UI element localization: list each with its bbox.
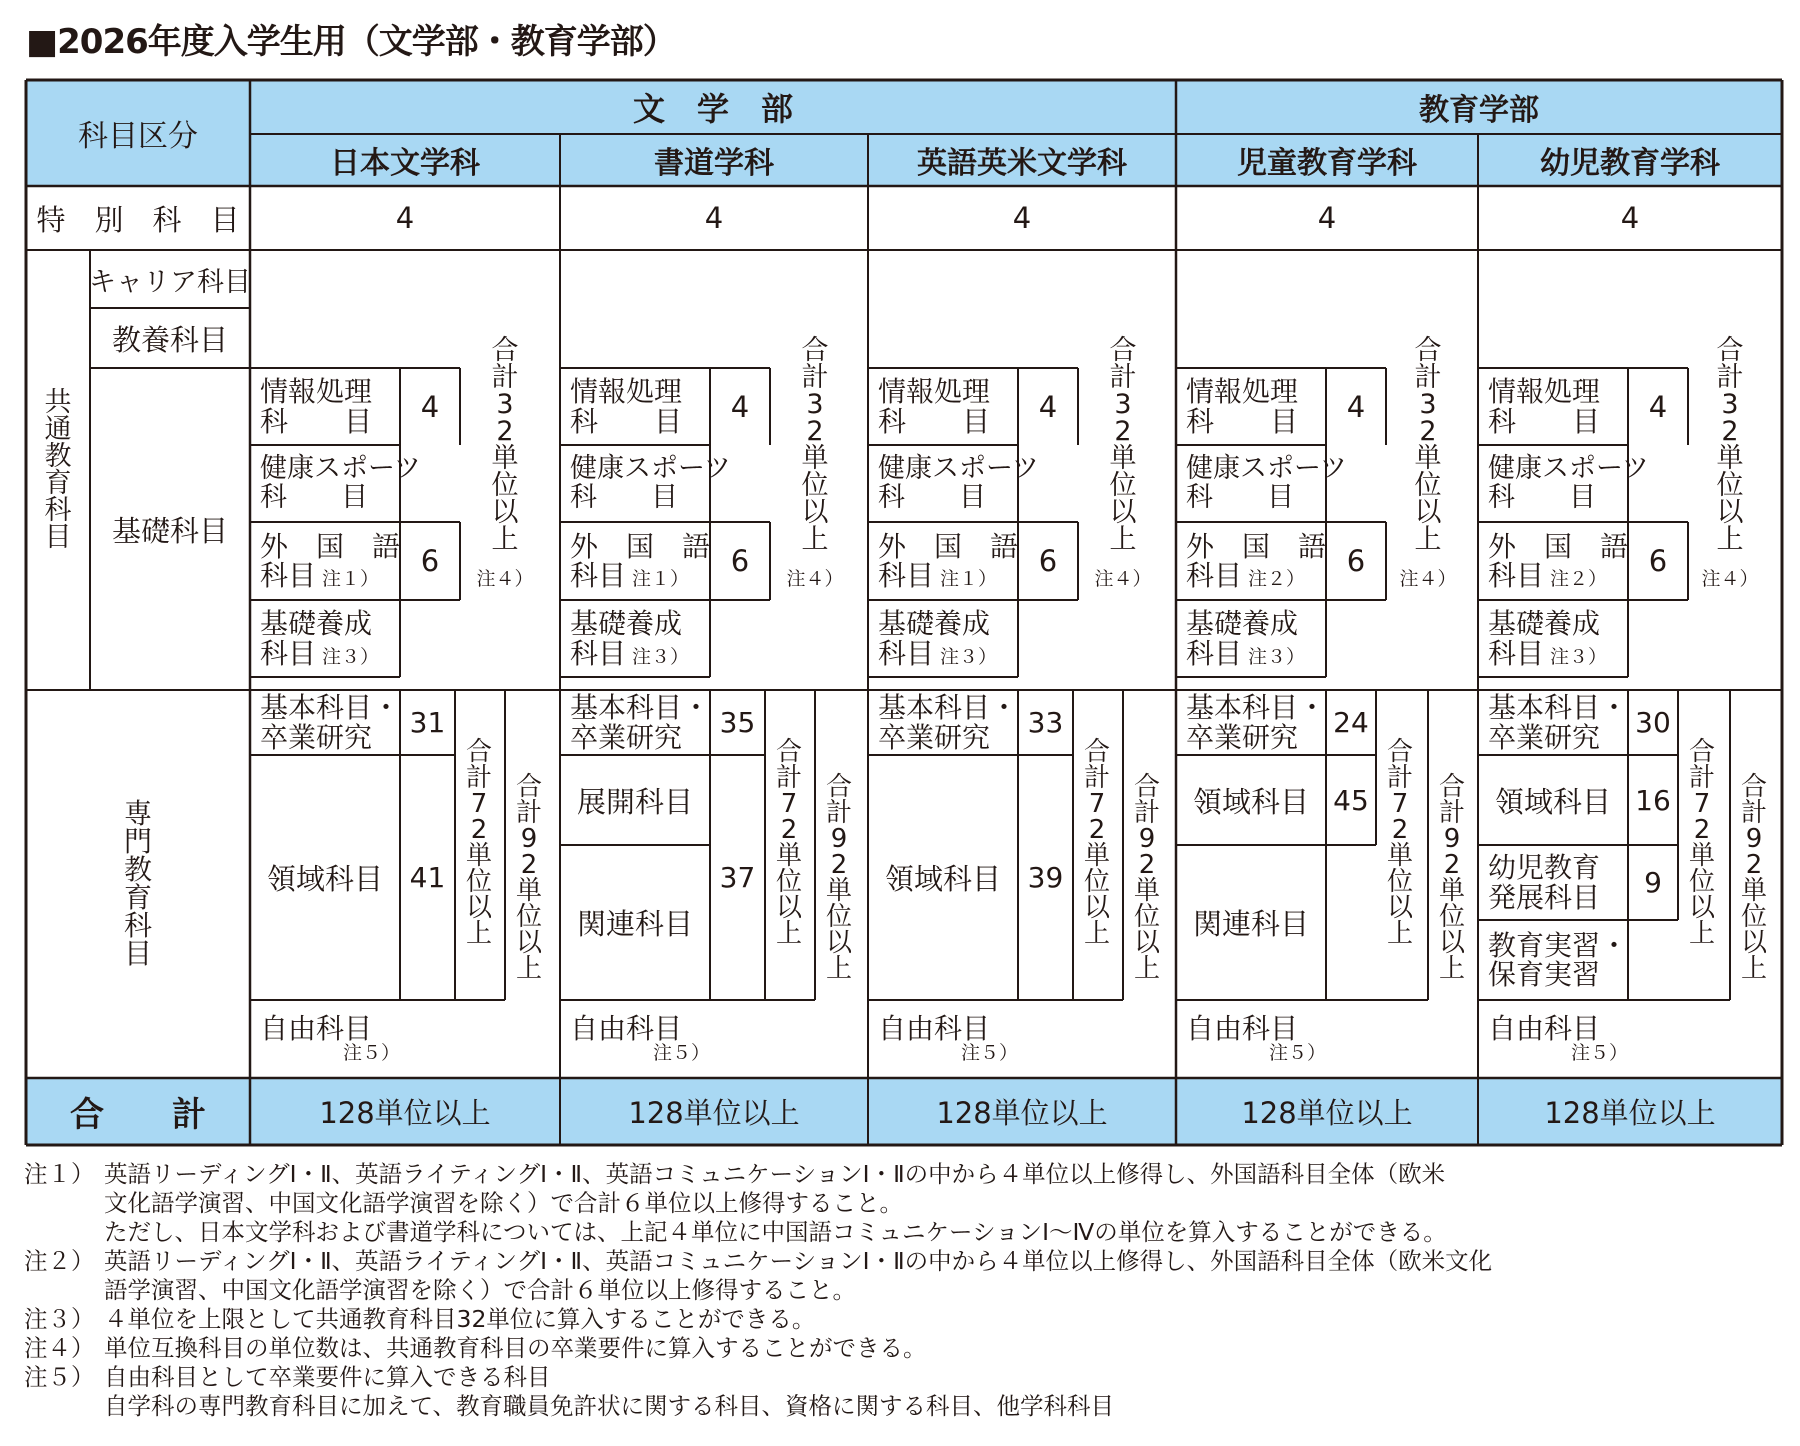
specialized-72-requirement: 合 計 7 2 単 位 以 上 xyxy=(1386,736,1413,949)
specialized-92-requirement: 合 計 9 2 単 位 以 上 xyxy=(825,771,852,984)
info-processing-subject-line2: 科 目 xyxy=(260,404,373,438)
category-header: 科目区分 xyxy=(78,119,198,154)
health-sports-subject xyxy=(260,445,421,522)
foreign-language-subject-note: 注１） xyxy=(934,568,998,590)
foundation-subject-line1: 基礎養成 xyxy=(1488,607,1601,641)
free-subject xyxy=(878,1002,1028,1076)
foreign-language-subject-line2: 科目 xyxy=(1186,559,1243,592)
common-total-requirement: 合 計 3 2 単 位 以 上 xyxy=(801,335,829,555)
dept-header: 日本文学科 xyxy=(330,146,480,181)
basic-graduation-subject-line2: 卒業研究 xyxy=(1488,720,1601,754)
page-title: ■2026年度入学生用（文学部・教育学部） xyxy=(26,22,676,62)
info-processing-subject-line2: 科 目 xyxy=(570,404,683,438)
health-sports-subject-line2: 科 目 xyxy=(260,481,368,513)
free-subject-note: 注５） xyxy=(342,1041,400,1064)
common-total-note: 注４） xyxy=(1399,568,1457,590)
foundation-subject-line2: 科目 xyxy=(1488,636,1545,670)
info-processing-credits: 4 xyxy=(1038,389,1058,424)
foreign-language-subject xyxy=(260,522,400,600)
special-subject-value: 4 xyxy=(1317,201,1337,235)
note-label: 注２） xyxy=(24,1247,95,1275)
note-body xyxy=(104,1247,1784,1305)
info-processing-credits: 4 xyxy=(1648,389,1668,424)
basic-graduation-subject-line1: 基本科目・ xyxy=(1488,691,1629,725)
basic-graduation-subject-line2: 卒業研究 xyxy=(878,720,991,754)
foreign-language-subject-note: 注２） xyxy=(1242,568,1306,590)
foundation-subject-line1: 基礎養成 xyxy=(1186,607,1299,641)
note-item xyxy=(24,1247,1784,1305)
domain-subject: 領域科目 xyxy=(266,862,383,896)
foreign-language-credits: 6 xyxy=(1648,544,1668,578)
child-education-development-subject-line2: 発展科目 xyxy=(1488,880,1601,914)
free-subject-label: 自由科目 xyxy=(1186,1012,1299,1046)
domain-subject: 領域科目 xyxy=(1192,784,1309,819)
foreign-language-subject xyxy=(878,522,1018,600)
note-body xyxy=(104,1363,1784,1421)
foundation-subject-note: 注３） xyxy=(934,645,998,668)
foundation-subject-note: 注３） xyxy=(1544,645,1608,668)
note-line: 自学科の専門教育科目に加えて、教育職員免許状に関する科目、資格に関する科目、他学科科目 xyxy=(104,1392,1115,1420)
common-total-requirement: 合 計 3 2 単 位 以 上 xyxy=(1109,335,1137,555)
free-subject-label: 自由科目 xyxy=(260,1012,373,1046)
info-processing-subject-line2: 科 目 xyxy=(1488,404,1601,438)
foundation-subject-line2: 科目 xyxy=(1186,636,1243,670)
foreign-language-credits: 6 xyxy=(420,544,440,578)
child-education-development-subject xyxy=(1488,845,1633,920)
free-subject-note: 注５） xyxy=(960,1041,1018,1064)
foreign-language-subject xyxy=(1186,522,1326,600)
basic-graduation-subject xyxy=(260,690,400,755)
special-subject-value: 4 xyxy=(1620,201,1640,235)
domain-subject: 領域科目 xyxy=(884,862,1001,896)
foreign-language-subject-line2: 科目 xyxy=(878,559,935,592)
foreign-language-subject-line1: 外 国 語 xyxy=(1186,529,1327,563)
domain-credits: 45 xyxy=(1333,783,1369,817)
foreign-language-subject-line1: 外 国 語 xyxy=(260,529,401,563)
note-label: 注５） xyxy=(24,1363,95,1391)
foreign-language-subject-line2: 科目 xyxy=(1488,559,1545,592)
foreign-language-subject-note: 注１） xyxy=(316,568,380,590)
specialized-92-requirement: 合 計 9 2 単 位 以 上 xyxy=(515,771,542,984)
basic-graduation-subject xyxy=(878,690,1018,755)
development-subject: 展開科目 xyxy=(576,784,693,819)
dept-header: 英語英米文学科 xyxy=(917,146,1127,181)
note-line: ただし、日本文学科および書道学科については、上記４単位に中国語コミュニケーションⅠ～Ⅳの単位を算入することができる。 xyxy=(104,1218,1447,1246)
note-line: 文化語学演習、中国文化語学演習を除く）で合計６単位以上修得すること。 xyxy=(104,1189,903,1217)
health-sports-subject-line1: 健康スポーツ xyxy=(260,453,421,485)
domain-credits: 39 xyxy=(1027,861,1064,894)
specialized-72-requirement: 合 計 7 2 単 位 以 上 xyxy=(465,736,492,949)
foreign-language-subject-line2: 科目 xyxy=(260,559,317,592)
foundation-subject xyxy=(878,600,1023,677)
faculty-literature-header: 文 学 部 xyxy=(632,90,793,128)
basic-graduation-credits: 35 xyxy=(719,706,756,739)
foreign-language-subject xyxy=(570,522,710,600)
info-processing-subject xyxy=(878,368,1018,445)
info-processing-subject xyxy=(1488,368,1628,445)
basic-graduation-subject xyxy=(1186,690,1326,755)
foreign-language-credits: 6 xyxy=(1346,544,1366,578)
note-body xyxy=(104,1160,1784,1247)
dept-header: 書道学科 xyxy=(654,146,774,181)
basic-graduation-credits: 33 xyxy=(1027,706,1064,739)
info-processing-subject-line2: 科 目 xyxy=(1186,404,1299,438)
note-label: 注４） xyxy=(24,1334,95,1362)
note-line: 語学演習、中国文化語学演習を除く）で合計６単位以上修得すること。 xyxy=(104,1276,856,1304)
health-sports-subject-line1: 健康スポーツ xyxy=(1186,453,1347,485)
basic-graduation-subject-line1: 基本科目・ xyxy=(878,691,1019,725)
common-total-requirement: 合 計 3 2 単 位 以 上 xyxy=(491,335,519,555)
foreign-language-subject-line1: 外 国 語 xyxy=(570,529,711,563)
health-sports-subject xyxy=(1488,445,1649,522)
foundation-subject xyxy=(260,600,405,677)
common-total-note: 注４） xyxy=(1701,568,1759,590)
basic-graduation-subject-line2: 卒業研究 xyxy=(1186,720,1299,754)
health-sports-subject xyxy=(570,445,731,522)
child-education-development-credits: 9 xyxy=(1644,866,1662,899)
child-education-development-subject-line1: 幼児教育 xyxy=(1488,851,1601,885)
free-subject xyxy=(260,1002,410,1076)
health-sports-subject-line2: 科 目 xyxy=(570,481,678,513)
basic-graduation-subject-line2: 卒業研究 xyxy=(570,720,683,754)
info-processing-subject-line1: 情報処理 xyxy=(878,375,991,409)
info-processing-credits: 4 xyxy=(420,389,440,424)
note-item xyxy=(24,1160,1784,1247)
free-subject-note: 注５） xyxy=(1570,1041,1628,1064)
dept-header: 児童教育学科 xyxy=(1237,146,1417,181)
teaching-practice-subject xyxy=(1488,920,1633,1000)
basic-graduation-credits: 30 xyxy=(1635,706,1671,739)
foreign-language-subject-line2: 科目 xyxy=(570,559,627,592)
foundation-subject-line1: 基礎養成 xyxy=(570,607,683,641)
faculty-education-header: 教育学部 xyxy=(1419,93,1539,128)
total-credits: 128単位以上 xyxy=(1241,1096,1413,1130)
related-subject: 関連科目 xyxy=(576,907,693,941)
common-total-requirement: 合 計 3 2 単 位 以 上 xyxy=(1716,335,1744,555)
basic-graduation-credits: 31 xyxy=(409,706,446,739)
info-processing-subject-line2: 科 目 xyxy=(878,404,991,438)
note-body xyxy=(104,1334,1784,1363)
foreign-language-subject-note: 注２） xyxy=(1544,568,1608,590)
free-subject-label: 自由科目 xyxy=(1488,1012,1601,1046)
health-sports-subject xyxy=(878,445,1039,522)
foundation-subject-line2: 科目 xyxy=(260,636,317,670)
common-total-note: 注４） xyxy=(476,568,534,590)
total-credits: 128単位以上 xyxy=(319,1096,491,1130)
special-subject-value: 4 xyxy=(395,201,415,235)
liberal-subject-label: 教養科目 xyxy=(111,322,228,357)
note-line: 英語リーディングⅠ・Ⅱ、英語ライティングⅠ・Ⅱ、英語コミュニケーションⅠ・Ⅱの中から４単位以上修得し、外国語科目全体（欧米文化 xyxy=(104,1247,1493,1275)
basic-graduation-subject-line2: 卒業研究 xyxy=(260,720,373,754)
basic-graduation-subject xyxy=(1488,690,1628,755)
basic-graduation-subject-line1: 基本科目・ xyxy=(570,691,711,725)
note-item xyxy=(24,1334,1784,1363)
foundation-subject xyxy=(1186,600,1331,677)
foundation-subject-line2: 科目 xyxy=(878,636,935,670)
foreign-language-subject-line1: 外 国 語 xyxy=(1488,529,1629,563)
total-credits: 128単位以上 xyxy=(628,1096,800,1130)
teaching-practice-subject-line1: 教育実習・ xyxy=(1488,928,1629,962)
total-credits: 128単位以上 xyxy=(1544,1096,1716,1130)
foreign-language-credits: 6 xyxy=(1038,544,1058,578)
info-processing-subject xyxy=(260,368,400,445)
free-subject xyxy=(1488,1002,1638,1076)
info-processing-credits: 4 xyxy=(1346,389,1366,424)
health-sports-subject-line1: 健康スポーツ xyxy=(878,453,1039,485)
specialized-92-requirement: 合 計 9 2 単 位 以 上 xyxy=(1133,771,1160,984)
health-sports-subject-line1: 健康スポーツ xyxy=(570,453,731,485)
foreign-language-credits: 6 xyxy=(730,544,750,578)
note-label: 注１） xyxy=(24,1160,95,1188)
basic-subject-label: 基礎科目 xyxy=(111,513,228,548)
basic-graduation-credits: 24 xyxy=(1333,706,1369,739)
domain-credits: 16 xyxy=(1635,783,1671,817)
note-line: ４単位を上限として共通教育科目32単位に算入することができる。 xyxy=(104,1305,816,1333)
note-line: 自由科目として卒業要件に算入できる科目 xyxy=(104,1363,551,1391)
common-total-note: 注４） xyxy=(1094,568,1152,590)
foundation-subject-note: 注３） xyxy=(316,645,380,668)
domain-subject: 領域科目 xyxy=(1494,784,1611,819)
specialized-72-requirement: 合 計 7 2 単 位 以 上 xyxy=(1688,736,1715,949)
foreign-language-subject-line1: 外 国 語 xyxy=(878,529,1019,563)
info-processing-subject-line1: 情報処理 xyxy=(570,375,683,409)
health-sports-subject-line2: 科 目 xyxy=(1186,481,1294,513)
foundation-subject xyxy=(1488,600,1633,677)
info-processing-subject-line1: 情報処理 xyxy=(1186,375,1299,409)
specialized-72-requirement: 合 計 7 2 単 位 以 上 xyxy=(775,736,802,949)
free-subject xyxy=(1186,1002,1336,1076)
special-subject-value: 4 xyxy=(1012,201,1032,235)
note-body xyxy=(104,1305,1784,1334)
foreign-language-subject xyxy=(1488,522,1628,600)
note-line: 英語リーディングⅠ・Ⅱ、英語ライティングⅠ・Ⅱ、英語コミュニケーションⅠ・Ⅱの中から４単位以上修得し、外国語科目全体（欧米 xyxy=(104,1160,1446,1188)
basic-graduation-subject-line1: 基本科目・ xyxy=(260,691,401,725)
foundation-subject-note: 注３） xyxy=(1242,645,1306,668)
basic-graduation-subject-line1: 基本科目・ xyxy=(1186,691,1327,725)
foundation-subject-line1: 基礎養成 xyxy=(260,607,373,641)
domain-credits: 41 xyxy=(409,861,446,894)
foundation-subject-note: 注３） xyxy=(626,645,690,668)
common-total-requirement: 合 計 3 2 単 位 以 上 xyxy=(1414,335,1442,555)
foundation-subject-line1: 基礎養成 xyxy=(878,607,991,641)
foreign-language-subject-note: 注１） xyxy=(626,568,690,590)
free-subject-note: 注５） xyxy=(652,1041,710,1064)
note-label: 注３） xyxy=(24,1305,95,1333)
specialized-92-requirement: 合 計 9 2 単 位 以 上 xyxy=(1740,771,1767,984)
basic-graduation-subject xyxy=(570,690,710,755)
development-related-credits: 37 xyxy=(719,861,756,894)
free-subject xyxy=(570,1002,720,1076)
free-subject-label: 自由科目 xyxy=(878,1012,991,1046)
info-processing-subject xyxy=(1186,368,1326,445)
special-subject-label: 特 別 科 目 xyxy=(36,202,240,237)
health-sports-subject-line2: 科 目 xyxy=(878,481,986,513)
dept-header: 幼児教育学科 xyxy=(1540,146,1720,181)
total-label: 合 計 xyxy=(70,1095,206,1135)
common-education-label: 共 通 教 育 科 目 xyxy=(44,387,72,553)
specialized-92-requirement: 合 計 9 2 単 位 以 上 xyxy=(1438,771,1465,984)
specialized-72-requirement: 合 計 7 2 単 位 以 上 xyxy=(1083,736,1110,949)
free-subject-label: 自由科目 xyxy=(570,1012,683,1046)
teaching-practice-subject-line2: 保育実習 xyxy=(1488,958,1601,991)
note-item xyxy=(24,1305,1784,1334)
free-subject-note: 注５） xyxy=(1268,1041,1326,1064)
career-subject-label: キャリア科目 xyxy=(89,266,251,298)
related-subject: 関連科目 xyxy=(1192,907,1309,941)
specialized-education-label: 専 門 教 育 科 目 xyxy=(123,797,152,970)
foundation-subject xyxy=(570,600,715,677)
health-sports-subject-line1: 健康スポーツ xyxy=(1488,453,1649,485)
info-processing-credits: 4 xyxy=(730,389,750,424)
special-subject-value: 4 xyxy=(704,201,724,235)
health-sports-subject-line2: 科 目 xyxy=(1488,481,1596,513)
info-processing-subject xyxy=(570,368,710,445)
info-processing-subject-line1: 情報処理 xyxy=(260,375,373,409)
note-line: 単位互換科目の単位数は、共通教育科目の卒業要件に算入することができる。 xyxy=(104,1334,927,1362)
health-sports-subject xyxy=(1186,445,1347,522)
notes xyxy=(24,1160,1784,1421)
total-credits: 128単位以上 xyxy=(936,1096,1108,1130)
info-processing-subject-line1: 情報処理 xyxy=(1488,375,1601,409)
common-total-note: 注４） xyxy=(786,568,844,590)
foundation-subject-line2: 科目 xyxy=(570,636,627,670)
note-item xyxy=(24,1363,1784,1421)
